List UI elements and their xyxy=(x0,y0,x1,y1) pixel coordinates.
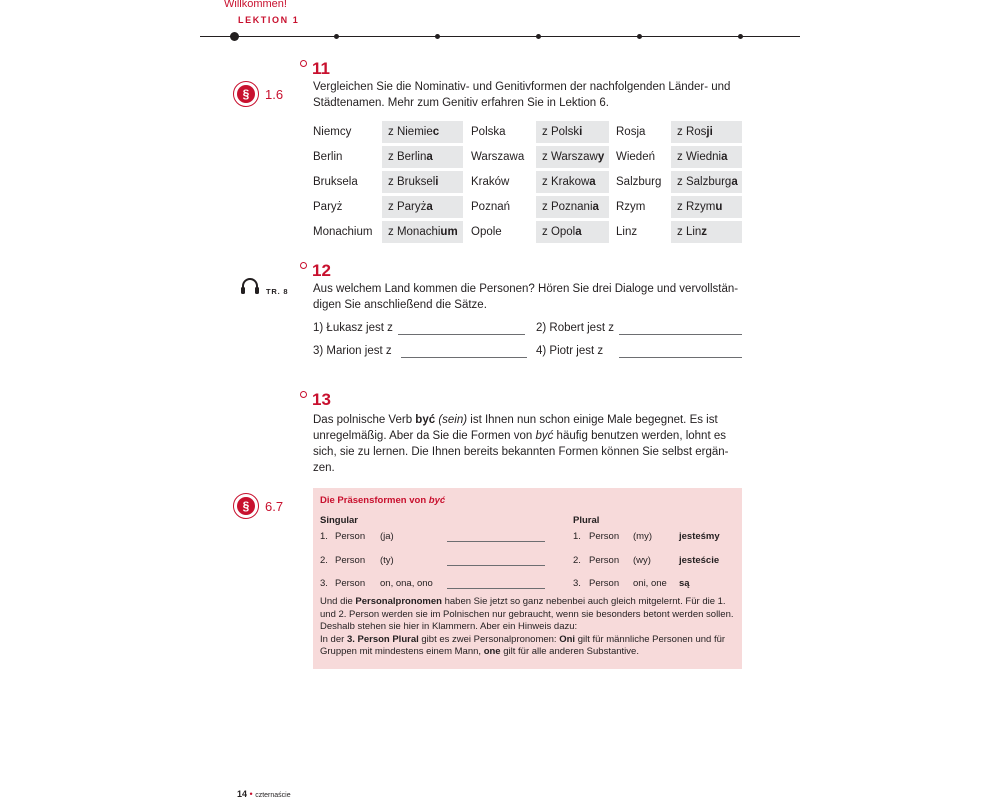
answer-blank-3[interactable] xyxy=(401,357,527,358)
answer-blank-4[interactable] xyxy=(619,357,742,358)
genitive-form: z Krakowa xyxy=(536,171,609,193)
country-city-nominative: Paryż xyxy=(313,201,343,213)
grammar-reference-number: 6.7 xyxy=(265,499,284,514)
genitive-form: z Paryża xyxy=(382,196,463,218)
person-label: Person xyxy=(335,531,366,542)
timeline-dot xyxy=(435,34,440,39)
exercise-11-number: 11 xyxy=(312,59,330,78)
person-label: Person xyxy=(589,531,620,542)
answer-blank-1[interactable] xyxy=(398,334,525,335)
person-label: Person xyxy=(589,555,620,566)
timeline-dot xyxy=(536,34,541,39)
person-number: 1. xyxy=(320,531,328,542)
lesson-timeline xyxy=(200,36,800,37)
country-city-nominative: Kraków xyxy=(471,176,510,188)
grammar-reference-number: 1.6 xyxy=(265,87,284,102)
country-city-nominative: Niemcy xyxy=(313,126,352,138)
country-city-nominative: Bruksela xyxy=(313,176,358,188)
verb-form: są xyxy=(679,578,690,589)
audio-track-label: TR. 8 xyxy=(266,287,289,296)
personal-pronoun: on, ona, ono xyxy=(380,578,433,589)
genitive-form: z Wiednia xyxy=(671,146,742,168)
country-city-nominative: Warszawa xyxy=(471,151,525,163)
country-city-nominative: Rosja xyxy=(616,126,646,138)
genitive-form: z Berlina xyxy=(382,146,463,168)
sentence-1: 1) Łukasz jest z xyxy=(313,322,393,334)
person-number: 2. xyxy=(320,555,328,566)
genitive-form: z Rosji xyxy=(671,121,742,143)
grammar-reference-icon[interactable] xyxy=(233,81,259,107)
genitive-form: z Linz xyxy=(671,221,742,243)
exercise-13-number: 13 xyxy=(312,390,331,409)
verb-form-blank[interactable] xyxy=(447,565,545,566)
person-number: 3. xyxy=(320,578,328,589)
personal-pronoun: oni, one xyxy=(633,578,667,589)
country-city-nominative: Berlin xyxy=(313,151,343,163)
headphones-icon[interactable] xyxy=(240,277,260,300)
genitive-form: z Salzburga xyxy=(671,171,742,193)
country-city-nominative: Salzburg xyxy=(616,176,662,188)
exercise-12-instructions: Aus welchem Land kommen die Personen? Hören Sie drei Dialoge und vervollstän- digen Sie anschließend die Sätze. xyxy=(313,283,739,311)
verb-form: jesteście xyxy=(679,555,720,566)
personal-pronoun: (ja) xyxy=(380,531,394,542)
genitive-form: z Opola xyxy=(536,221,609,243)
genitive-form: z Niemiec xyxy=(382,121,463,143)
timeline-dot xyxy=(738,34,743,39)
exercise-13-instructions: Das polnische Verb być (sein) ist Ihnen nun schon einige Male begegnet. Es ist unregelmäßig. Aber da Sie die Formen von być häufig benutzen werden, lohnt es sich, sie zu lernen. Die Ihnen bereits bekannten Formen können Sie selbst ergän- zen. xyxy=(313,414,729,474)
paragraph-icon: § xyxy=(237,85,255,103)
genitive-form: z Polski xyxy=(536,121,609,143)
genitive-form: z Poznania xyxy=(536,196,609,218)
genitive-form: z Monachium xyxy=(382,221,463,243)
sentence-2: 2) Robert jest z xyxy=(536,322,614,334)
country-city-nominative: Monachium xyxy=(313,226,373,238)
person-number: 1. xyxy=(573,531,581,542)
country-city-nominative: Wiedeń xyxy=(616,151,655,163)
exercise-marker-icon xyxy=(300,262,307,269)
genitive-form: z Rzymu xyxy=(671,196,742,218)
page-footer: 14 • czternaście xyxy=(237,789,291,799)
personal-pronoun: (wy) xyxy=(633,555,651,566)
exercise-marker-icon xyxy=(300,391,307,398)
person-number: 2. xyxy=(573,555,581,566)
grammar-box-title: Die Präsensformen von być xyxy=(320,495,446,506)
country-city-nominative: Poznań xyxy=(471,201,511,213)
person-label: Person xyxy=(335,578,366,589)
personal-pronoun: (my) xyxy=(633,531,652,542)
exercise-marker-icon xyxy=(300,60,307,67)
grammar-reference-icon[interactable] xyxy=(233,493,259,519)
country-city-nominative: Polska xyxy=(471,126,506,138)
exercise-11-instructions: Vergleichen Sie die Nominativ- und Genitivformen der nachfolgenden Länder- und Städtenamen. Mehr zum Genitiv erfahren Sie in Lektion 6. xyxy=(313,81,731,109)
header-lesson: LEKTION 1 xyxy=(238,15,300,25)
genitive-form: z Brukseli xyxy=(382,171,463,193)
sentence-4: 4) Piotr jest z xyxy=(536,345,604,357)
timeline-dot xyxy=(334,34,339,39)
personal-pronoun: (ty) xyxy=(380,555,394,566)
country-city-nominative: Linz xyxy=(616,226,638,238)
person-label: Person xyxy=(335,555,366,566)
person-label: Person xyxy=(589,578,620,589)
verb-form-blank[interactable] xyxy=(447,588,545,589)
answer-blank-2[interactable] xyxy=(619,334,742,335)
timeline-dot xyxy=(637,34,642,39)
singular-heading: Singular xyxy=(320,515,359,526)
header-welcome: Willkommen! xyxy=(224,0,287,10)
genitive-form: z Warszawy xyxy=(536,146,609,168)
verb-form-blank[interactable] xyxy=(447,541,545,542)
country-city-nominative: Opole xyxy=(471,226,502,238)
paragraph-icon: § xyxy=(237,497,255,515)
person-number: 3. xyxy=(573,578,581,589)
verb-form: jesteśmy xyxy=(679,531,720,542)
timeline-dot-current xyxy=(230,32,239,41)
plural-heading: Plural xyxy=(573,515,600,526)
sentence-3: 3) Marion jest z xyxy=(313,345,392,357)
grammar-note: Und die Personalpronomen haben Sie jetzt so ganz nebenbei auch gleich mitgelernt. Für die 1. und 2. Person werden sie im Polnischen nur gebraucht, wenn sie besonders betont werden sollen. Deshalb stehen sie hier in Klammern. Aber ein Hinweis dazu: In der 3. Person Plural gibt es zwei Personalpronomen: Oni gilt für männliche Personen und für Gruppen mit mindestens einem Mann, one gilt für alle anderen Substantive. xyxy=(320,596,734,657)
country-city-nominative: Rzym xyxy=(616,201,646,213)
exercise-12-number: 12 xyxy=(312,261,331,280)
